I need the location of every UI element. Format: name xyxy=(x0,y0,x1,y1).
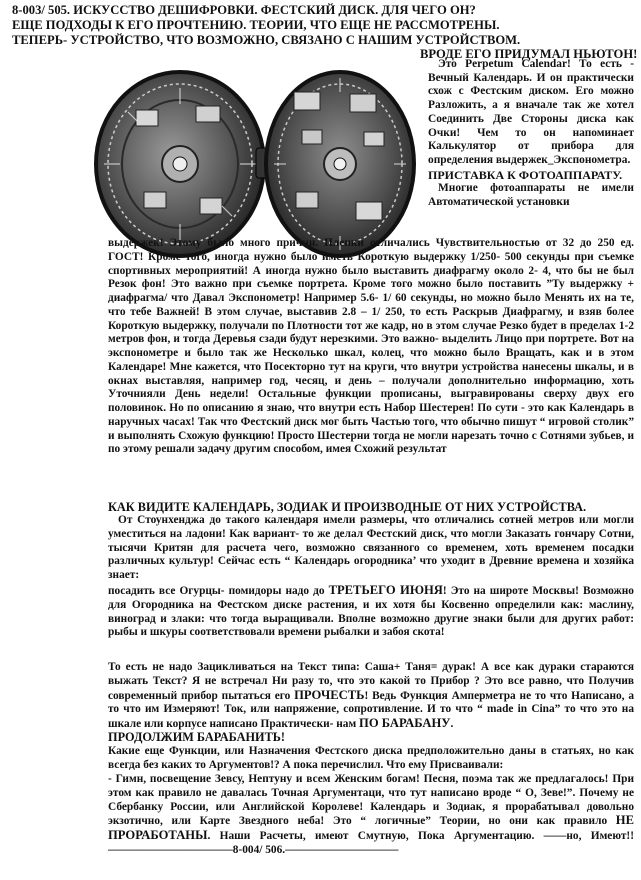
highlight-read-it: ПРОЧЕСТЬ xyxy=(294,687,365,702)
section-heading-calendar: КАК ВИДИТЕ КАЛЕНДАРЬ, ЗОДИАК И ПРОИЗВОДНЫЕ ОТ НИХ УСТРОЙСТВА. xyxy=(108,500,587,514)
body-paragraph-3-end: ! Это на широте Москвы! Возможно для Огородника на Фестском диске растения, и их хотя бы Косвенно определили как: маслину, виноград и злаки: что тогда выращивали. Вполне возможно другие знаки были для других работ: рыбы и шкуры соответствовали времени рыбалки и забоя скота! xyxy=(108,585,634,639)
side-section-title: ПРИСТАВКА К ФОТОАППАРАТУ. xyxy=(428,167,623,182)
header-line-1: 8-003/ 505. ИСКУССТВО ДЕШИФРОВКИ. ФЕСТСКИЙ ДИСК. ДЛЯ ЧЕГО ОН? xyxy=(12,3,476,17)
section-heading-continue: ПРОДОЛЖИМ БАРАБАНИТЬ! xyxy=(108,730,286,744)
body-paragraph-4-a: То есть не надо Зацикливаться на Текст типа: Саша+ Таня= дурак! А все как дураки стараются выжать Текст? Я не встречал Ни разу то, что это какой то Прибор ? Это все равно, что Получив современный прибор пытаться его xyxy=(108,661,634,702)
pocket-watch-calendar-photo xyxy=(88,52,418,267)
side-paragraph-1: Это Perpetum Calendar! То есть - Вечный Календарь. И он практически схож с Фестским диском. Его можно Разложить, а я вначале так же хотел Соединить Две Стороны диска как Очки! Чем то он напоминает Калькулятор от прибора для определения выдержек_Экспонометра. xyxy=(428,58,634,166)
highlight-not-worked-out: НЕ ПРОРАБОТАНЫ xyxy=(108,813,634,842)
calendar-device-illustration xyxy=(88,52,418,267)
header-line-3: ТЕПЕРЬ- УСТРОЙСТВО, ЧТО ВОЗМОЖНО, СВЯЗАНО С НАШИМ УСТРОЙСТВОМ. xyxy=(12,33,521,47)
highlight-third-june: ТРЕТЬЕГО ИЮНЯ xyxy=(328,583,443,597)
body-paragraph-4 xyxy=(108,661,634,732)
side-column xyxy=(428,58,634,210)
body-paragraph-1: выдержек! Этому было много причин. Пленки отличались Чувствительностью от 32 до 250 ед. ГОСТ! Кроме того, иногда нужно было иметь Короткую выдержку 1/250- 500 секунды при съемке спортивных мероприятий! А иногда нужно было выставить диафрагму около 2- 4, что бы не был Резок фон! Это важно при съемке портрета. Кроме того можно было поставить ”Ту выдержку + диафрагма/ что Давал Экспонометр! Например 5.6- 1/ 60 секунды, но можно было Менять их на те, что тебе Важней! В этом случае, выставив 2.8 – 1/ 250, то есть Раскрыв Диафрагму, и взяв более Короткую выдержку, получали по Плотности тот же кадр, но в этом случае Резко будет в пределах 1-2 метров фон, и тогда Деревья сзади будут нерезкими. Это важно- выделить Лицо при портрете. Вот на экспонометре и было так же Несколько шкал, колец, что можно было Вращать, как и в этом Календаре! Мне кажется, что Посекторно тут на круги, что внутри устройства нанесены шкалы, и в окнах выставляя, например год, чесяц, и день – получали дополнительно информацию, хоть Уточнияли День недели! Остальные функции прописаны, выгравированы сверху двух его половинок. Но по описанию я знаю, что внутри есть Набор Шестерен! По сути - это как Календарь в наручных часах! Так что Фестский диск мог быть Частью того, что обычно пишут “ игровой столик” и выполнять Схожую функцию! Просто Шестерни тогда не могли нарезать точно с Сотнями зубьев, и по этому решали задачу другим способом, имея Схожий результат xyxy=(108,237,634,456)
header-line-4: ВРОДЕ ЕГО ПРИДУМАЛ НЬЮТОН! xyxy=(420,47,638,61)
body-paragraph-3 xyxy=(108,584,634,640)
body-paragraph-6-end: . Наши Расчеты, имеют Смутную, Пока Аргументацию. ——но, Имеют!!———————————8-004/ 506.—————————— xyxy=(108,830,634,856)
side-paragraph-2: Многие фотоаппараты не имели Автоматической установки xyxy=(428,182,634,209)
highlight-drum: ПО БАРАБАНУ xyxy=(359,716,451,730)
body-paragraph-2: От Стоунхенджа до такого календаря имели размеры, что отличались сотней метров или могли уместиться на ладони! Как вариант- то же делал Фестский диск, что могли Заказать гончару Сотни, тысячи Критян для расчета чего, возможно связанного со временем, хоть временем посадки различных культур! Сейчас есть “ Календарь огородника’ что уходит в Древние времена и хозяйка знает: xyxy=(108,514,634,581)
body-paragraph-6 xyxy=(108,773,634,858)
body-paragraph-5: Какие еще Функции, или Назначения Фестского диска предположительно даны в статьях, но как всегда без каких то Аргументов!? А пока перечислил. Что ему Присваивали: xyxy=(108,745,634,771)
body-paragraph-4-c: ! Ведь Функция Амперметра не то что Написано, а то что им Измеряют! Ток, или напряжение, сопротивление. И то что “ made in Cina” то что это на шкале или корпусе написано Практически- нам xyxy=(108,689,634,730)
body-paragraph-6-a: - Гимн, посвещение Зевсу, Нептуну и всем Женским богам! Песня, поэма так же предлагалось! При этом как правило не давалась Точная Аргументаци, что тут написано вроде “ О, Зеве!”. Почему не Сбербанку России, или Английской Королеве! Календарь и Зодиак, я прорабатывал довольно экзотично, или Карте Звездного неба! Это “ логичные” Теории, но они как правило xyxy=(108,773,634,828)
body-paragraph-3-start: посадить все Огурцы- помидоры надо до xyxy=(108,585,329,597)
body-paragraph-4-e: . xyxy=(450,718,454,730)
header-line-2: ЕЩЕ ПОДХОДЫ К ЕГО ПРОЧТЕНИЮ. ТЕОРИИ, ЧТО ЕЩЕ НЕ РАССМОТРЕНЫ. xyxy=(12,18,500,32)
